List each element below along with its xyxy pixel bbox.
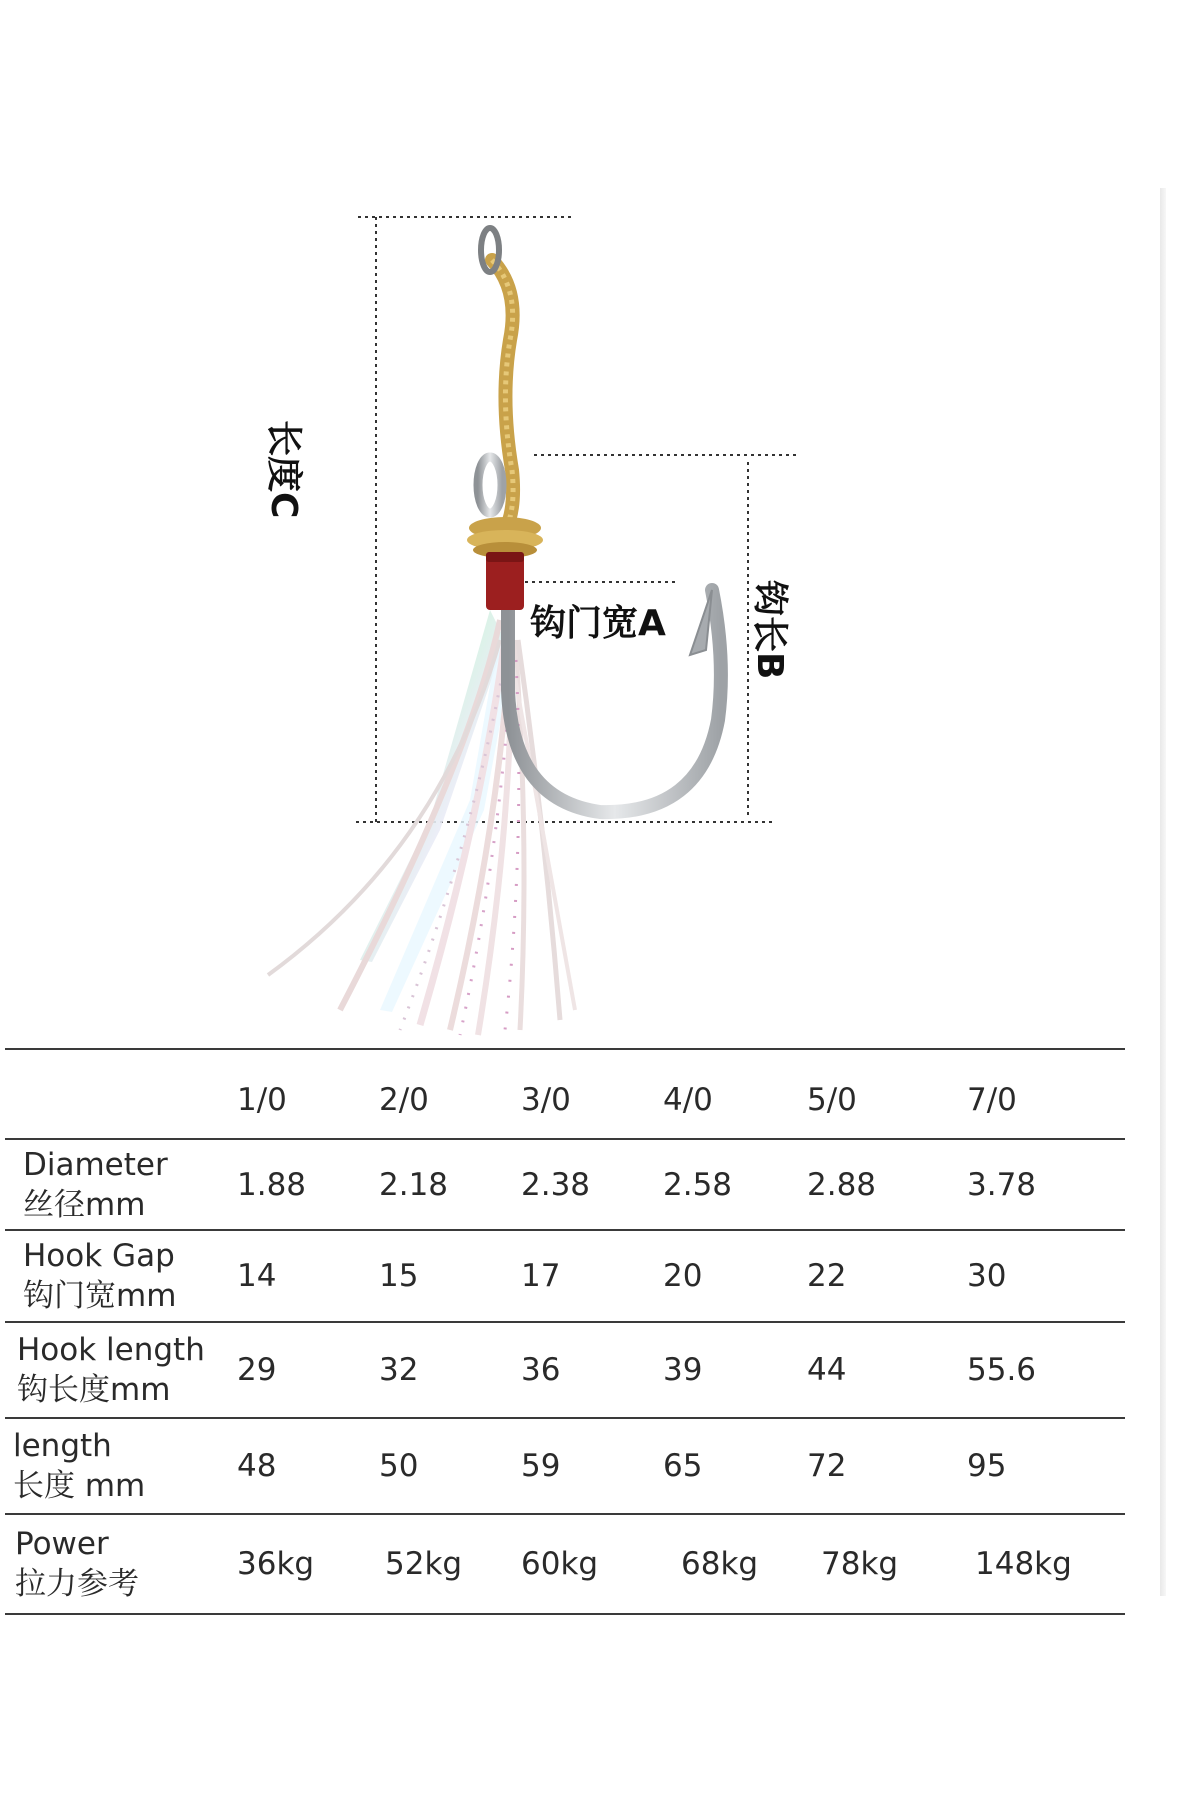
hook-bend-icon <box>508 550 721 812</box>
table-cell: 72 <box>807 1448 847 1484</box>
table-cell: 32 <box>379 1352 419 1388</box>
table-cell: 148kg <box>975 1546 1072 1582</box>
table-cell: 60kg <box>521 1546 599 1582</box>
header-corner <box>5 1049 237 1139</box>
table-cell: 36 <box>521 1352 561 1388</box>
row-label <box>5 1514 237 1614</box>
size-header: 1/0 <box>237 1082 287 1118</box>
table-cell: 2.88 <box>807 1166 877 1203</box>
dimension-lines <box>356 217 800 822</box>
row-label-zh: 钩门宽mm <box>23 1278 177 1314</box>
row-label-zh: 长度 mm <box>13 1468 146 1504</box>
table-cell: 3.78 <box>967 1166 1037 1203</box>
hook-point-icon <box>690 590 712 655</box>
gap-a-label: 钩门宽A <box>530 603 666 644</box>
size-header: 5/0 <box>807 1082 857 1118</box>
table-cell: 65 <box>663 1448 703 1484</box>
size-header: 7/0 <box>967 1082 1017 1118</box>
table-row <box>5 1514 1125 1614</box>
table-cell: 2.58 <box>663 1166 733 1203</box>
row-label <box>5 1230 237 1322</box>
table-header-row <box>5 1049 1125 1139</box>
spec-table <box>5 1048 1125 1615</box>
row-label-en: Hook length <box>17 1332 205 1368</box>
table-cell: 2.18 <box>379 1166 449 1203</box>
row-label-zh: 丝径mm <box>23 1186 146 1223</box>
table-cell: 44 <box>807 1352 847 1388</box>
table-cell: 30 <box>967 1258 1007 1294</box>
size-header: 3/0 <box>521 1082 571 1118</box>
table-cell: 50 <box>379 1448 419 1484</box>
row-label-zh: 拉力参考 <box>15 1566 139 1602</box>
table-cell: 52kg <box>385 1546 463 1582</box>
hook-eye-icon <box>478 457 502 513</box>
table-row <box>5 1139 1125 1230</box>
table-row <box>5 1418 1125 1514</box>
row-label-en: Diameter <box>23 1146 168 1183</box>
row-label-en: length <box>13 1428 112 1464</box>
table-cell: 68kg <box>681 1546 759 1582</box>
table-cell: 17 <box>521 1258 561 1294</box>
row-label-zh: 钩长度mm <box>17 1372 171 1408</box>
size-header: 2/0 <box>379 1082 429 1118</box>
row-label <box>5 1139 237 1230</box>
length-c-label: 长度C <box>263 420 304 519</box>
row-label-en: Power <box>15 1526 109 1562</box>
table-cell: 14 <box>237 1258 277 1294</box>
row-label-en: Hook Gap <box>23 1238 175 1274</box>
table-cell: 29 <box>237 1352 277 1388</box>
row-label <box>5 1418 237 1514</box>
table-row <box>5 1322 1125 1418</box>
table-cell: 59 <box>521 1448 561 1484</box>
table-cell: 2.38 <box>521 1166 591 1203</box>
table-cell: 39 <box>663 1352 703 1388</box>
table-cell: 15 <box>379 1258 419 1294</box>
size-header: 4/0 <box>663 1082 713 1118</box>
table-cell: 22 <box>807 1258 847 1294</box>
table-row <box>5 1230 1125 1322</box>
braid-line-icon <box>481 228 513 530</box>
table-cell: 1.88 <box>237 1166 307 1203</box>
table-cell: 36kg <box>237 1546 315 1582</box>
hook-length-b-label: 钩长B <box>749 580 790 680</box>
row-label <box>5 1322 237 1418</box>
table-cell: 55.6 <box>967 1352 1037 1388</box>
table-cell: 20 <box>663 1258 703 1294</box>
table-cell: 95 <box>967 1448 1007 1484</box>
table-cell: 48 <box>237 1448 277 1484</box>
table-cell: 78kg <box>821 1546 899 1582</box>
